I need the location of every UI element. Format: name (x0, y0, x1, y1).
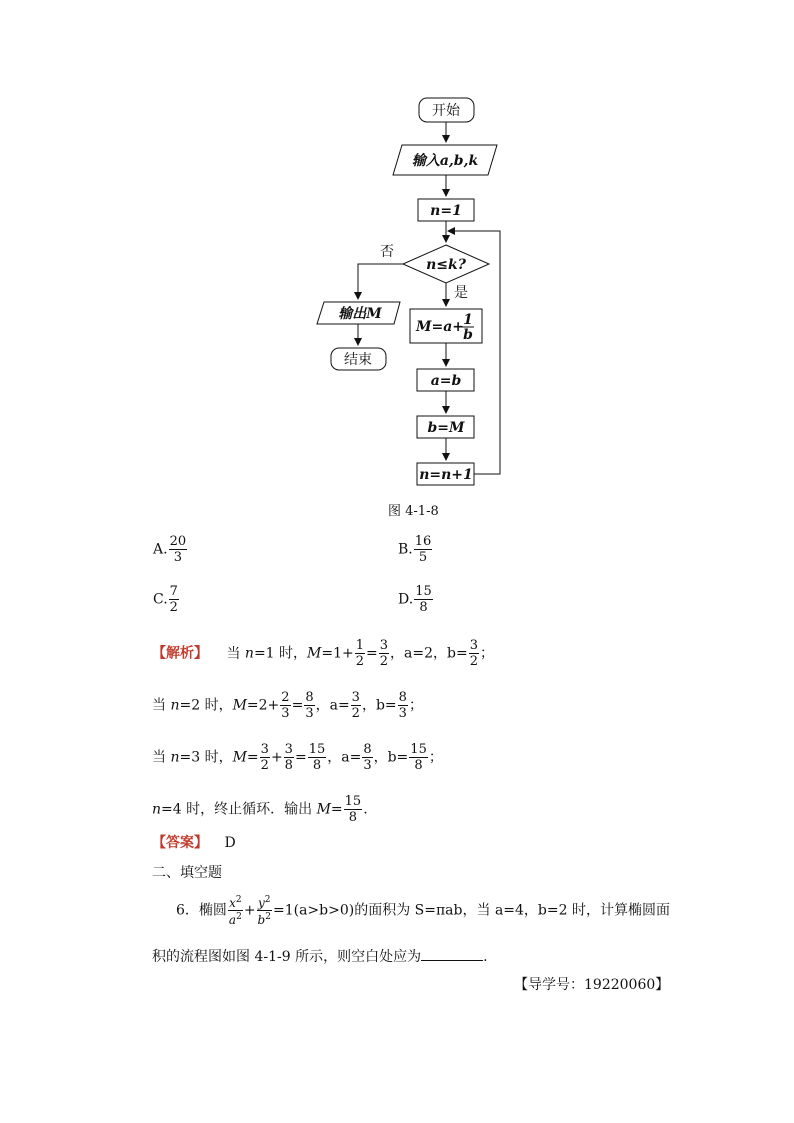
start-label: 开始 (432, 103, 460, 119)
assign-b-label: b=M (427, 420, 465, 436)
analysis-line-3: 当 n=3 时，M= $\frac{3}{2}$ + $\frac{3}{8}$ = $\frac{15}{8}$ ，a= $\frac{8}{3}$ ，b= $\frac{15}{8}$ ； (152, 742, 443, 773)
answer-line (152, 834, 236, 852)
question-6-line-1: 6．椭圆 $\frac{x^2}{a^2}$ + $\frac{y^2}{b^2}$ =1(a>b>0)的面积为 S=πab，当 a=4，b=2 时，计算椭圆面 (176, 895, 670, 927)
analysis-label: 【解析】 (152, 645, 208, 662)
figure-caption: 图 4-1-8 (388, 504, 439, 519)
flowchart-diagram (0, 0, 794, 500)
answer-value: D (224, 835, 236, 851)
increment-label: n=n+1 (419, 467, 473, 483)
no-label: 否 (380, 244, 394, 260)
compute-num-label: 1 (463, 312, 473, 328)
option-fraction: $\frac{20}{3}$ (169, 534, 187, 565)
assign-a-label: a=b (430, 373, 462, 389)
init-label: n=1 (430, 203, 462, 219)
output-label: 输出M (338, 306, 382, 322)
option-letter: A. (153, 541, 168, 558)
compute-lhs-label: M=a+ (416, 319, 465, 335)
analysis-line-2: 当 n=2 时，M=2+ $\frac{2}{3}$ = $\frac{8}{3}$ ，a= $\frac{3}{2}$ ，b= $\frac{8}{3}$ ； (152, 690, 423, 721)
answer-label: 【答案】 (152, 835, 208, 851)
option-b (398, 534, 433, 565)
compute-den-label: b (463, 327, 473, 343)
decision-label: n≤k? (426, 257, 466, 273)
option-letter: B. (398, 541, 413, 558)
option-a (153, 534, 188, 565)
answer-blank[interactable] (421, 946, 483, 961)
analysis-line-1: 【解析】 当 n=1 时，M=1+ $\frac{1}{2}$ = $\frac{3}{2}$ ，a=2，b= $\frac{3}{2}$ ； (152, 638, 495, 669)
option-fraction: $\frac{15}{8}$ (415, 584, 432, 615)
option-c (153, 584, 180, 615)
guide-number: 【导学号：19220060】 (514, 977, 670, 993)
question-6-line-2: 积的流程图如图 4-1-9 所示，则空白处应为 . (152, 946, 488, 966)
input-label: 输入a,b,k (411, 153, 479, 169)
option-d (398, 584, 434, 615)
section-title: 二、填空题 (152, 865, 222, 881)
option-letter: C. (153, 591, 168, 608)
yes-label: 是 (454, 285, 468, 301)
analysis-line-4: n=4 时，终止循环．输出 M= $\frac{15}{8}$ . (152, 794, 368, 825)
option-letter: D. (398, 591, 414, 608)
option-fraction: $\frac{7}{2}$ (169, 584, 178, 615)
end-label: 结束 (344, 352, 372, 368)
option-fraction: $\frac{16}{5}$ (414, 534, 432, 565)
